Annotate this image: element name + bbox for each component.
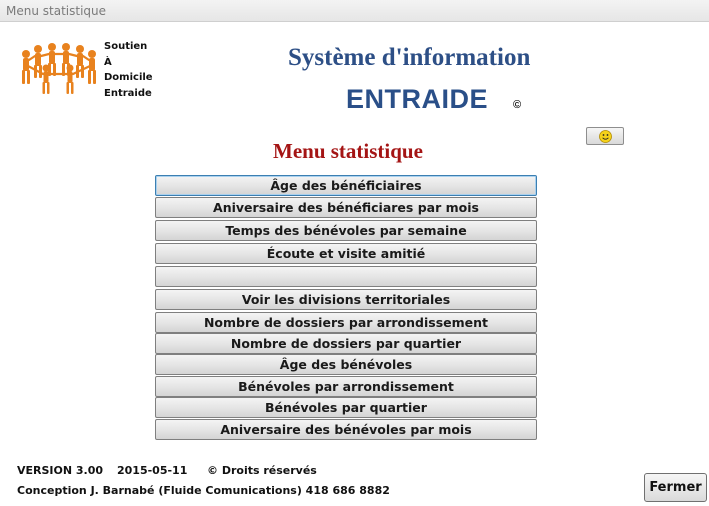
temps-benevoles-button[interactable]: Temps des bénévoles par semaine [155,220,537,241]
rights-label: © Droits réservés [207,464,317,477]
system-title: Système d'information [288,44,531,71]
credits-label: Conception J. Barnabé (Fluide Comunications) 418 686 8882 [17,484,390,497]
age-beneficiaires-button[interactable]: Âge des bénéficiaires [155,175,537,196]
org-line: À [104,56,112,68]
people-circle-logo [16,40,100,98]
org-line: Domicile [104,72,153,83]
benevoles-arrondissement-button[interactable]: Bénévoles par arrondissement [155,376,537,397]
window-title: Menu statistique [6,4,107,18]
benevoles-quartier-button[interactable]: Bénévoles par quartier [155,397,537,418]
version-date: 2015-05-11 [117,464,188,477]
window-titlebar [0,0,709,22]
ecoute-visite-button[interactable]: Écoute et visite amitié [155,243,537,264]
dossiers-arrondissement-button[interactable]: Nombre de dossiers par arrondissement [155,312,537,333]
org-line: Soutien [104,41,148,52]
copyright-symbol: © [513,99,522,111]
close-button[interactable]: Fermer [644,473,707,502]
empty-button[interactable] [155,266,537,287]
version-label: VERSION 3.00 [17,464,104,477]
organization-name [104,39,153,101]
anniversaire-benevoles-button[interactable]: Aniversaire des bénévoles par mois [155,419,537,440]
dossiers-quartier-button[interactable]: Nombre de dossiers par quartier [155,333,537,354]
menu-title: Menu statistique [273,139,423,163]
app-name: ENTRAIDE [346,84,489,114]
org-line: Entraide [104,87,152,99]
age-benevoles-button[interactable]: Âge des bénévoles [155,354,537,375]
smiley-button[interactable] [586,127,624,145]
anniversaire-beneficiaires-button[interactable]: Aniversaire des bénéficiares par mois [155,197,537,218]
smiley-icon [599,130,612,143]
divisions-territoriales-button[interactable]: Voir les divisions territoriales [155,289,537,310]
